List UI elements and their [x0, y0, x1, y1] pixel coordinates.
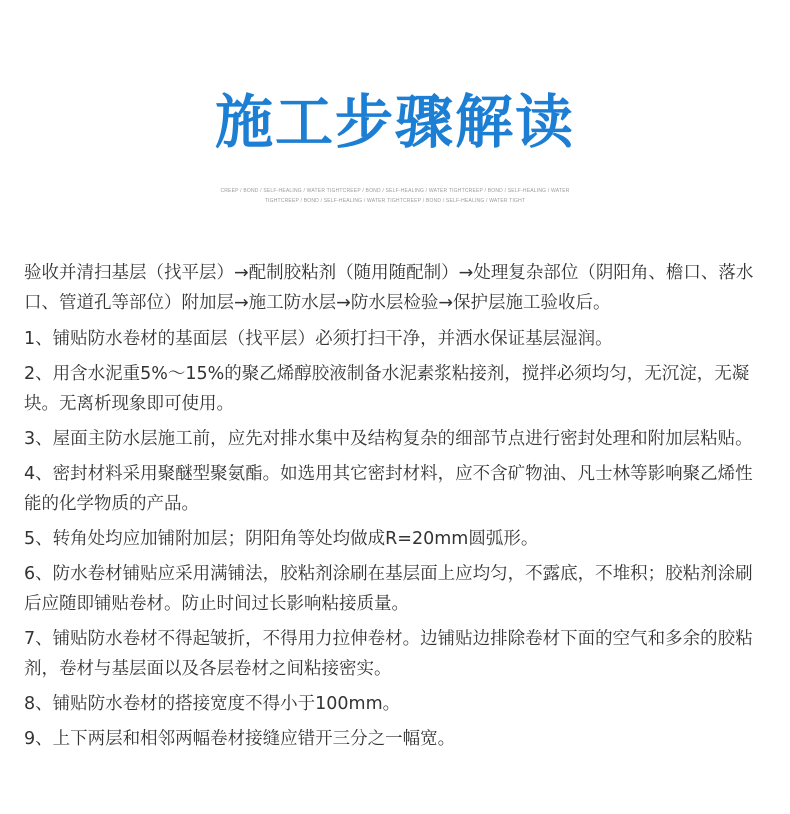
step-3: 3、屋面主防水层施工前，应先对排水集中及结构复杂的细部节点进行密封处理和附加层粘贴。	[24, 429, 753, 449]
step-4: 4、密封材料采用聚醚型聚氨酯。如选用其它密封材料，应不含矿物油、凡士林等影响聚乙烯性能的化学物质的产品。	[24, 464, 753, 514]
intro-paragraph: 验收并清扫基层（找平层）→配制胶粘剂（随用随配制）→处理复杂部位（阴阳角、檐口、落水口、管道孔等部位）附加层→施工防水层→防水层检验→保护层施工验收后。	[24, 263, 754, 313]
page-title: 施工步骤解读	[214, 88, 575, 156]
decorative-subtitle	[190, 186, 600, 206]
step-6: 6、防水卷材铺贴应采用满铺法，胶粘剂涂刷在基层面上应均匀，不露底，不堆积；胶粘剂涂刷后应随即铺贴卷材。防止时间过长影响粘接质量。	[24, 564, 753, 614]
subtitle-line-1: CREEP / BOND / SELF-HEALING / WATER TIGHTCREEP / BOND / SELF-HEALING / WATER TIGHTCREEP / BOND / SELF-HEALING / WATER	[220, 188, 570, 194]
step-5: 5、转角处均应加铺附加层；阴阳角等处均做成R=20mm圆弧形。	[24, 529, 539, 549]
step-1: 1、铺贴防水卷材的基面层（找平层）必须打扫干净，并洒水保证基层湿润。	[24, 329, 613, 349]
step-7: 7、铺贴防水卷材不得起皱折，不得用力拉伸卷材。边铺贴边排除卷材下面的空气和多余的胶粘剂，卷材与基层面以及各层卷材之间粘接密实。	[24, 629, 753, 679]
subtitle-line-2: TIGHTCREEP / BOND / SELF-HEALING / WATER TIGHTCREEP / BOND / SELF-HEALING / WATER TIGHT	[264, 198, 526, 204]
step-9: 9、上下两层和相邻两幅卷材接缝应错开三分之一幅宽。	[24, 729, 456, 749]
content-body	[24, 258, 770, 759]
step-8: 8、铺贴防水卷材的搭接宽度不得小于100mm。	[24, 694, 401, 714]
step-2: 2、用含水泥重5%～15%的聚乙烯醇胶液制备水泥素浆粘接剂，搅拌必须均匀，无沉淀，无凝块。无离析现象即可使用。	[24, 364, 750, 414]
